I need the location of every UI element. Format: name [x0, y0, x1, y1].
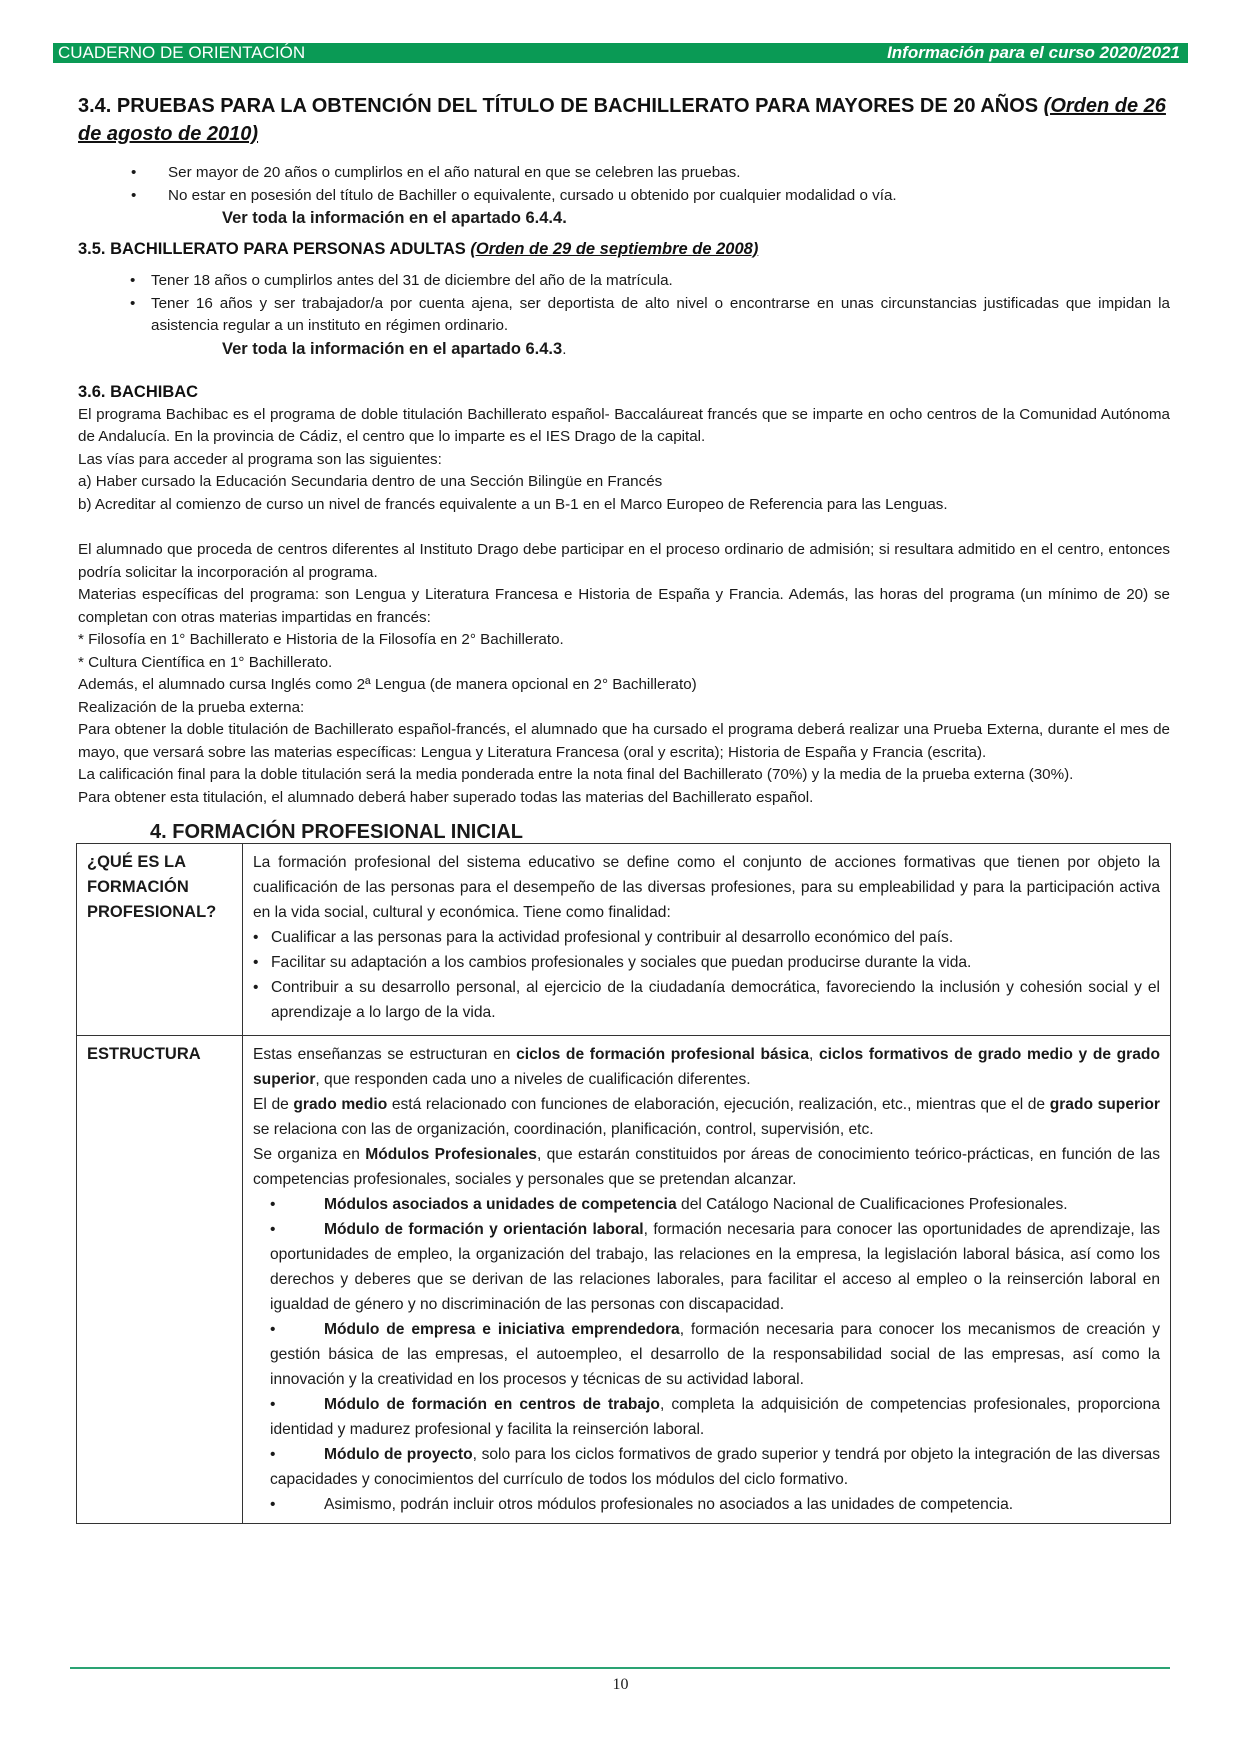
- document-body: [78, 92, 1170, 1524]
- list-item: • No estar en posesión del título de Bachiller o equivalente, cursado u obtenido por cualquier modalidad o vía.: [131, 186, 897, 204]
- list-item: • Módulo de proyecto, solo para los ciclos formativos de grado superior y tendrá por objeto la integración de las diversas capacidades y conocimientos del currículo de todos los módulos del ciclo formativo.: [270, 1446, 1160, 1488]
- paragraph: El alumnado que proceda de centros diferentes al Instituto Drago debe participar en el proceso ordinario de admisión; si resultara admitido en el centro, entonces podría solicitar la incorporación al programa.: [78, 541, 1170, 581]
- list-item: • Módulos asociados a unidades de competencia del Catálogo Nacional de Cualificaciones Profesionales.: [270, 1196, 1068, 1213]
- paragraph: Además, el alumnado cursa Inglés como 2ª Lengua (de manera opcional en 2° Bachillerato): [78, 676, 697, 693]
- table-row: [77, 844, 1171, 1036]
- paragraph: Para obtener la doble titulación de Bachillerato español-francés, el alumnado que ha cursado el programa deberá realizar una Prueba Externa, durante el mes de mayo, que versará sobre las materias específicas: Lengua y Literatura Francesa (oral y escrita); Historia de España y Francia (escrita).: [78, 721, 1170, 761]
- paragraph: La calificación final para la doble titulación será la media ponderada entre la nota final del Bachillerato (70%) y la media de la prueba externa (30%).: [78, 766, 1074, 783]
- list-item: • Cualificar a las personas para la actividad profesional y contribuir al desarrollo económico del país.: [253, 925, 1160, 950]
- list-item: • Tener 16 años y ser trabajador/a por cuenta ajena, ser deportista de alto nivel o encontrarse en unas circunstancias justificadas que impidan la asistencia regular a un instituto en régimen ordinario.: [130, 294, 1170, 334]
- paragraph: Las vías para acceder al programa son las siguientes:: [78, 450, 442, 468]
- paragraph: Materias específicas del programa: son Lengua y Literatura Francesa e Historia de España y Francia. Además, las horas del programa (un mínimo de 20) se completan con otras materias impartidas en francés:: [78, 586, 1170, 626]
- row-value: La formación profesional del sistema educativo se define como el conjunto de acciones formativas que tienen por objeto la cualificación de las personas para el desempeño de las diversas profesiones, para su empleabilidad y para la participación activa en la vida social, cultural y económica. Tiene como finalidad: • Cualificar a las personas para la actividad profesional y contribuir al desarrollo económico del país. • Facilitar su adaptación a los cambios profesionales y sociales que puedan producirse durante la vida. • Contribuir a su desarrollo personal, al ejercicio de la ciudadanía democrática, favoreciendo la inclusión y cohesión social y el aprendizaje a lo largo de la vida.: [243, 844, 1171, 1036]
- table-row: [77, 1036, 1171, 1524]
- paragraph: Realización de la prueba externa:: [78, 698, 305, 716]
- list-item: • Módulo de empresa e iniciativa emprendedora, formación necesaria para conocer los mecanismos de creación y gestión básica de las empresas, el autoempleo, el desarrollo de la responsabilidad social de las empresas, así como la innovación y la creatividad en los procesos y técnicas de su actividad laboral.: [270, 1321, 1160, 1388]
- paragraph: Para obtener esta titulación, el alumnado deberá haber superado todas las materias del Bachillerato español.: [78, 788, 814, 806]
- list-item: • Ser mayor de 20 años o cumplirlos en el año natural en que se celebren las pruebas.: [131, 164, 741, 181]
- list-item: • Asimismo, podrán incluir otros módulos profesionales no asociados a las unidades de competencia.: [270, 1496, 1014, 1513]
- footer-divider: [70, 1667, 1170, 1669]
- section-3-5-see: Ver toda la información en el apartado 6.4.3.: [222, 339, 567, 358]
- list-item: • Tener 18 años o cumplirlos antes del 31 de diciembre del año de la matrícula.: [130, 272, 673, 289]
- section-3-6-title: 3.6. BACHIBAC: [78, 383, 199, 401]
- row-key: ¿QUÉ ES LA FORMACIÓN PROFESIONAL?: [77, 844, 243, 1036]
- section-3-5-list: [78, 270, 1170, 338]
- row-key: ESTRUCTURA: [77, 1036, 243, 1524]
- row-value: Estas enseñanzas se estructuran en ciclos de formación profesional básica, ciclos formativos de grado medio y de grado superior, que responden cada uno a niveles de cualificación diferentes. El de grado medio está relacionado con funciones de elaboración, ejecución, realización, etc., mientras que el de grado superior se relaciona con las de organización, coordinación, planificación, control, supervisión, etc. Se organiza en Módulos Profesionales, que estarán constituidos por áreas de conocimiento teórico-prácticas, en función de las competencias profesionales, sociales y personales que se pretendan alcanzar. • Módulos asociados a unidades de competencia del Catálogo Nacional de Cualificaciones Profesionales. • Módulo de formación y orientación laboral, formación necesaria para conocer las oportunidades de aprendizaje, las oportunidades de empleo, la organización del trabajo, las relaciones en la empresa, la legislación laboral básica, así como los derechos y deberes que se derivan de las relaciones laborales, para facilitar el acceso al empleo o la reinserción laboral en igualdad de género y no discriminación de las personas con discapacidad. • Módulo de empresa e iniciativa emprendedora, formación necesaria para conocer los mecanismos de creación y gestión básica de las empresas, el autoempleo, el desarrollo de la responsabilidad social de las empresas, así como la innovación y la creatividad en los procesos y técnicas de su actividad laboral. • Módulo de formación en centros de trabajo, completa la adquisición de competencias profesionales, proporciona identidad y madurez profesional y facilita la reinserción laboral. • Módulo de proyecto, solo para los ciclos formativos de grado superior y tendrá por objeto la integración de las diversas capacidades y conocimientos del currículo de todos los módulos del ciclo formativo. • Asimismo, podrán incluir otros módulos profesionales no asociados a las unidades de competencia.: [243, 1036, 1171, 1524]
- section-4-title: 4. FORMACIÓN PROFESIONAL INICIAL: [150, 821, 523, 843]
- paragraph: b) Acreditar al comienzo de curso un nivel de francés equivalente a un B-1 en el Marco Europeo de Referencia para las Lenguas.: [78, 495, 948, 513]
- page-header: [53, 43, 1188, 63]
- paragraph: a) Haber cursado la Educación Secundaria dentro de una Sección Bilingüe en Francés: [78, 473, 663, 490]
- paragraph: El programa Bachibac es el programa de doble titulación Bachillerato español- Baccaláureat francés que se imparte en ocho centros de la Comunidad Autónoma de Andalucía. En la provincia de Cádiz, el centro que lo imparte es el IES Drago de la capital.: [78, 405, 1170, 445]
- section-3-5-title: 3.5. BACHILLERATO PARA PERSONAS ADULTAS (Orden de 29 de septiembre de 2008): [78, 239, 759, 258]
- header-left: CUADERNO DE ORIENTACIÓN: [58, 43, 306, 62]
- section-3-4-title: 3.4. PRUEBAS PARA LA OBTENCIÓN DEL TÍTULO DE BACHILLERATO PARA MAYORES DE 20 AÑOS (Orden de 26 de agosto de 2010): [78, 95, 1166, 145]
- section-3-4-ref: (Orden de 26 de agosto de 2010): [78, 95, 1166, 145]
- header-right: Información para el curso 2020/2021: [887, 43, 1180, 62]
- section-3-4-list: [78, 162, 1170, 207]
- list-item: • Contribuir a su desarrollo personal, al ejercicio de la ciudadanía democrática, favoreciendo la inclusión y cohesión social y el aprendizaje a lo largo de la vida.: [253, 975, 1160, 1025]
- page-number: 10: [612, 1676, 629, 1693]
- fp-table: [76, 843, 1171, 1524]
- paragraph: * Filosofía en 1° Bachillerato e Historia de la Filosofía en 2° Bachillerato.: [78, 631, 564, 648]
- fp-aims-list: [253, 925, 1160, 1025]
- list-item: • Módulo de formación en centros de trabajo, completa la adquisición de competencias profesionales, proporciona identidad y madurez profesional y facilita la reinserción laboral.: [270, 1396, 1160, 1438]
- list-item: • Módulo de formación y orientación laboral, formación necesaria para conocer las oportunidades de aprendizaje, las oportunidades de empleo, la organización del trabajo, las relaciones en la empresa, la legislación laboral básica, así como los derechos y deberes que se derivan de las relaciones laborales, para facilitar el acceso al empleo o la reinserción laboral en igualdad de género y no discriminación de las personas con discapacidad.: [270, 1221, 1160, 1313]
- section-3-4-see: Ver toda la información en el apartado 6.4.4.: [222, 209, 567, 227]
- paragraph: * Cultura Científica en 1° Bachillerato.: [78, 653, 333, 671]
- list-item: • Facilitar su adaptación a los cambios profesionales y sociales que puedan producirse durante la vida.: [253, 950, 1160, 975]
- section-3-5-ref: (Orden de 29 de septiembre de 2008): [470, 239, 759, 258]
